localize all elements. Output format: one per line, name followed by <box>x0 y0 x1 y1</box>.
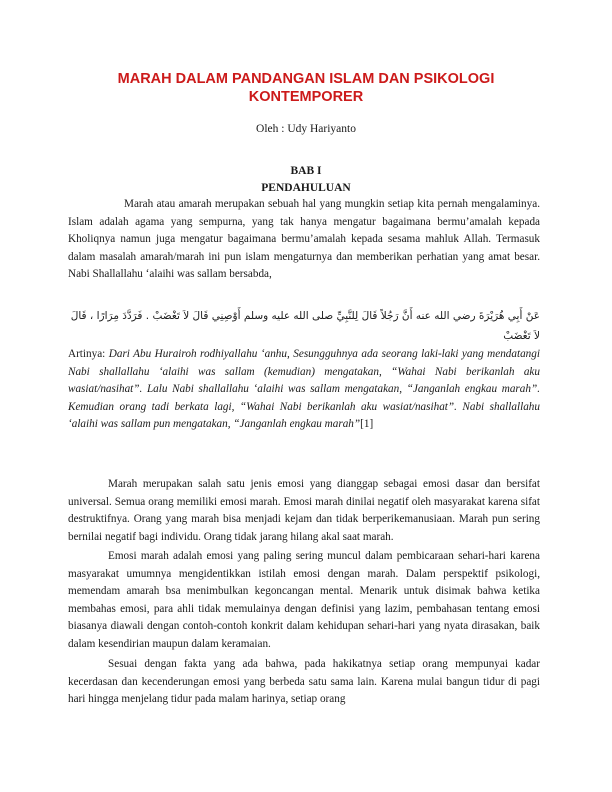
chapter-name: PENDAHULUAN <box>261 182 351 194</box>
chapter-number: BAB I <box>290 165 322 177</box>
translation-paragraph <box>68 346 540 434</box>
arabic-hadith: عَنْ أَبِي هُرَيْرَةَ رضي الله عنه أَنَّ رَجُلاً قَالَ لِلنَّبِيِّ صلى الله عليه وسلم أَوْصِنِي قَالَ لاَ تَغْضَبْ . فَرَدَّدَ مِرَارًا ، قَالَ لاَ تَغْضَبْ <box>70 310 540 342</box>
translation-label: Artinya: <box>68 348 109 360</box>
author-line: Oleh : Udy Hariyanto <box>256 123 356 135</box>
body-paragraph-1: Marah merupakan salah satu jenis emosi yang dianggap sebagai emosi dasar dan bersifat universal. Semua orang memiliki emosi marah. Emosi marah dinilai negatif oleh masyarakat karena sifat destruktifnya. Orang yang marah bisa menjadi kejam dan tidak berperikemanusiaan. Marah pun sering bernilai negatif bagi individu. Orang tidak jarang hilang akal saat marah. <box>68 478 540 543</box>
footnote-ref[interactable]: [1] <box>360 418 374 431</box>
intro-paragraph: Marah atau amarah merupakan sebuah hal yang mungkin setiap kita pernah mengalaminya. Islam adalah agama yang sempurna, yang tak hanya mengatur bagaimana bermu’amalah kepada Kholiqnya namun juga mengatur bagaimana bermu’amalah kepada sesama mahluk Allah. Termasuk dalam masalah amarah/marah ini pun islam mengaturnya dan memberikan perhatian yang amat besar. Nabi Shallallahu ‘alaihi was sallam bersabda, <box>68 198 540 281</box>
translation-text: Dari Abu Hurairoh rodhiyallahu ‘anhu, Sesungguhnya ada seorang laki-laki yang mendatangi Nabi shallallahu ‘alaihi was sallam (kemudian) mengatakan, “Wahai Nabi berikanlah aku wasiat/nasihat”. Lalu Nabi shallallahu ‘alaihi was sallam mengatakan, “Janganlah engkau marah”. Kemudian orang tadi berkata lagi, “Wahai Nabi berikanlah aku wasiat/nasihat”. Nabi shallallahu ‘alaihi was sallam pun mengatakan, “Janganlah engkau marah” <box>68 348 540 431</box>
body-paragraph-3: Sesuai dengan fakta yang ada bahwa, pada hakikatnya setiap orang mempunyai kadar kecerdasan dan kecenderungan emosi yang berbeda satu sama lain. Karena mulai bangun tidur di pagi hari hingga menjelang tidur pada malam harinya, setiap orang <box>68 658 540 706</box>
body-paragraph-2: Emosi marah adalah emosi yang paling sering muncul dalam pembicaraan sehari-hari karena masyarakat umumnya mengidentikkan istilah emosi dengan marah. Dalam perspektif psikologi, memendam amarah bsa menimbulkan kegoncangan mental. Menarik untuk disimak bahwa ketika membahas emosi, para ahli tidak memulainya dengan definisi yang lazim, pembahasan tentang emosi biasanya diawali dengan contoh-contoh konkrit dalam kehidupan sehari-hari yang nyata dirasakan, baik dalam kesendirian maupun dalam keramaian. <box>68 550 540 650</box>
document-title: MARAH DALAM PANDANGAN ISLAM DAN PSIKOLOGI KONTEMPORER <box>117 71 495 105</box>
